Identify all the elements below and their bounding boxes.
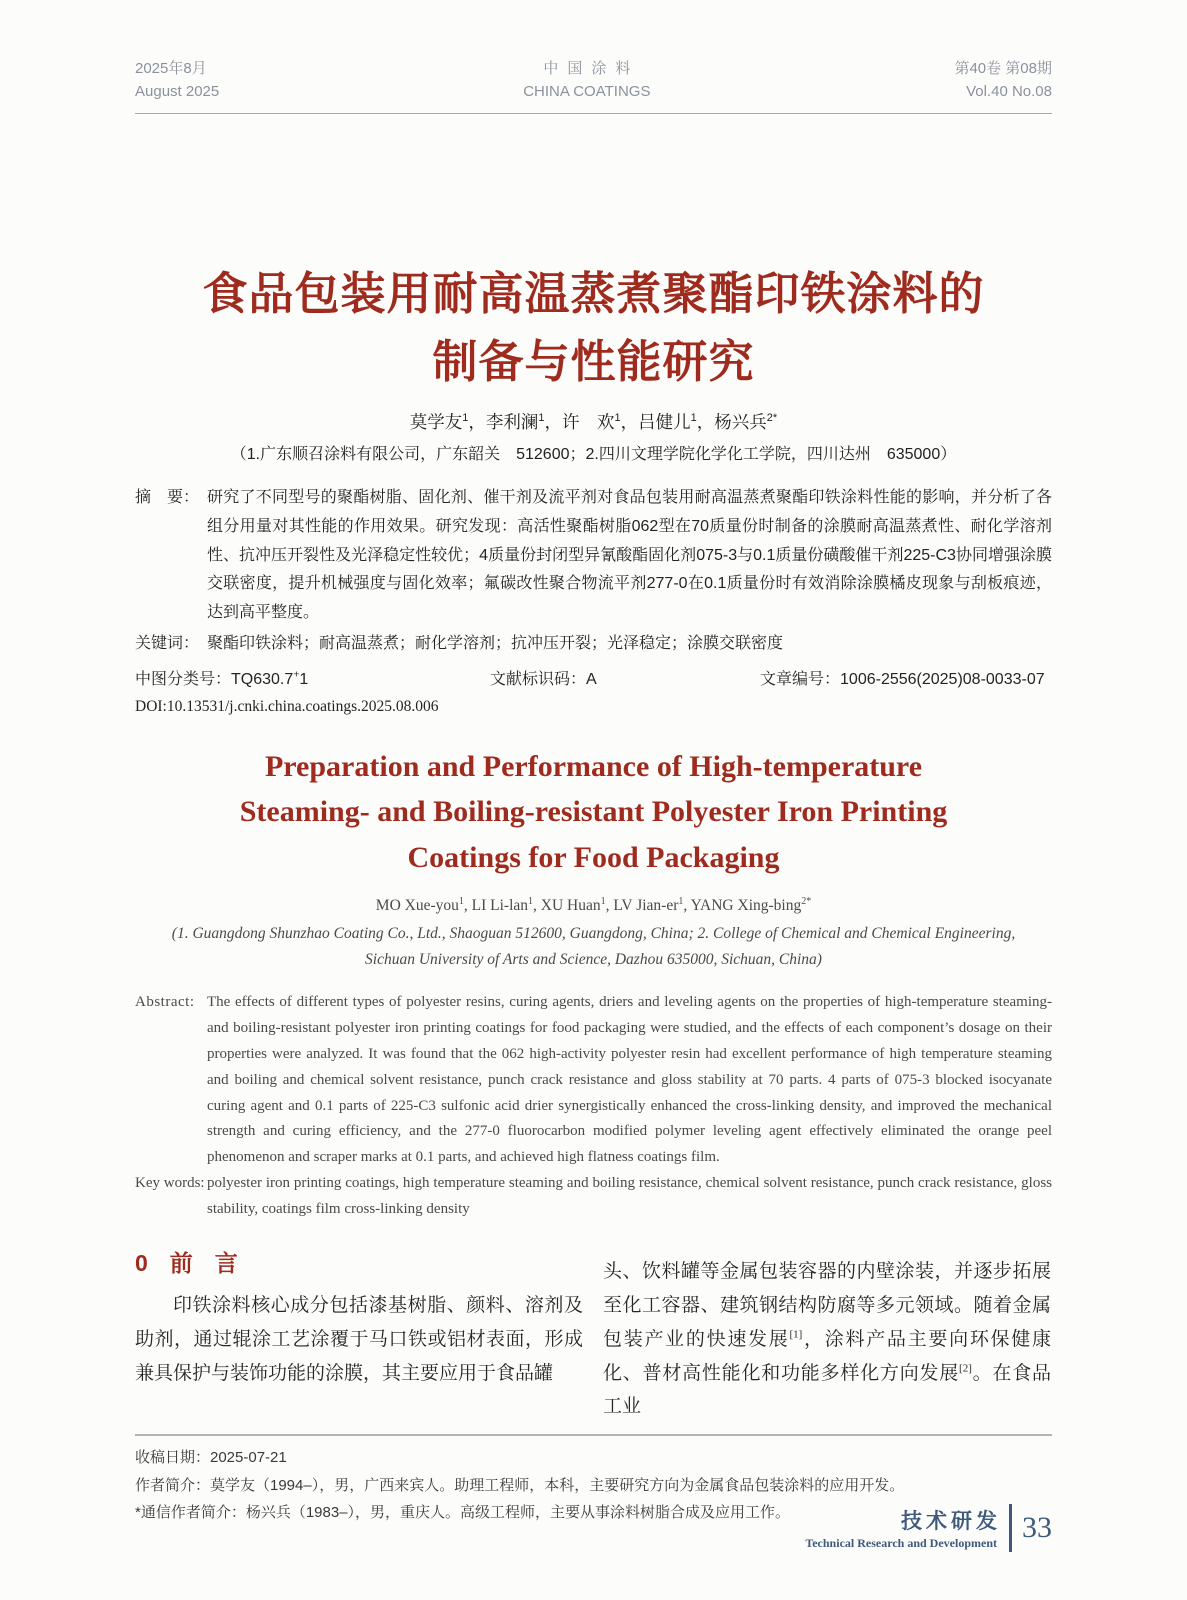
author-en xyxy=(691,897,812,914)
keywords-cn-text: 聚酯印铁涂料；耐高温蒸煮；耐化学溶剂；抗冲压开裂；光泽稳定；涂膜交联密度 xyxy=(207,634,784,652)
author-sep: ， xyxy=(696,412,715,432)
author-affil-sup: 1 xyxy=(538,412,545,425)
journal-name-cn: 中国涂料 xyxy=(543,60,640,77)
article-title-en xyxy=(135,744,1052,881)
volume-cn: 第40卷 第08期 xyxy=(954,60,1052,77)
clc-value: TQ630.7 xyxy=(231,670,294,688)
text-segment: 头、饮料罐等金属包装容器的内壁涂装，并逐步拓展至化工容器、建筑钢结构防腐等多元领域。随着金属包装产业的快速发展 xyxy=(603,1261,1051,1350)
title-en-line1: Preparation and Performance of High-temperature xyxy=(264,749,923,783)
abstract-cn-text: 研究了不同型号的聚酯树脂、固化剂、催干剂及流平剂对食品包装用耐高温蒸煮聚酯印铁涂料性能的影响，并分析了各组分用量对其性能的作用效果。研究发现：高活性聚酯树脂062型在70质量份时制备的涂膜耐高温蒸煮性、耐化学溶剂性、抗冲压开裂性及光泽稳定性较优；4质量份封闭型异氰酸酯固化剂075-3与0.1质量份磺酸催干剂225-C3协同增强涂膜交联密度，提升机械强度与固化效率；氟碳改性聚合物流平剂277-0在0.1质量份时有效消除涂膜橘皮现象与刮板痕迹，达到高平整度。 xyxy=(207,489,1052,622)
document-code xyxy=(490,666,760,689)
intro-paragraph-left: 印铁涂料核心成分包括漆基树脂、颜料、溶剂及助剂，通过辊涂工艺涂覆于马口铁或铝材表面，形成兼具保护与装饰功能的涂膜，其主要应用于食品罐 xyxy=(135,1295,583,1385)
introduction-section xyxy=(135,1247,1052,1424)
author-name: 莫学友 xyxy=(409,412,463,432)
author-en xyxy=(613,897,690,914)
corresponding-author-bio: *通信作者简介：杨兴兵（1983–），男，重庆人。高级工程师，主要从事涂料树脂合成及应用工作。 xyxy=(135,1503,791,1521)
author-cn xyxy=(486,412,562,432)
author-affil-sup: 1 xyxy=(462,412,469,425)
keywords-en-label: Key words: xyxy=(135,1175,205,1192)
section-title: 前言 xyxy=(169,1250,260,1277)
author-sep: , xyxy=(463,896,472,914)
author-sep: ， xyxy=(544,412,563,432)
affiliation-en: (1. Guangdong Shunzhao Coating Co., Ltd., Shaoguan 512600, Guangdong, China; 2. College of Chemical and Chemical Engineering, Sichuan University of Arts and Science, Dazhou 635000, Sichuan, China) xyxy=(171,924,1016,968)
author-cn xyxy=(638,412,714,432)
author-bio: 作者简介：莫学友（1994–），男，广西来宾人。助理工程师，本科，主要研究方向为金属食品包装涂料的应用开发。 xyxy=(135,1476,905,1494)
clc-number xyxy=(135,666,490,689)
author-en xyxy=(472,897,541,914)
abstract-cn-label: 摘 要： xyxy=(135,489,200,506)
received-date: 收稿日期：2025-07-21 xyxy=(135,1449,287,1467)
citation-ref-1: [1] xyxy=(789,1328,803,1341)
author-sep: ， xyxy=(620,412,639,432)
author-name: 许 欢 xyxy=(562,412,615,432)
author-name: MO Xue-you xyxy=(375,896,459,914)
author-en xyxy=(541,897,614,914)
article-number-value: 1006-2556(2025)08-0033-07 xyxy=(840,670,1045,688)
article-title-cn xyxy=(135,260,1052,395)
volume-en: Vol.40 No.08 xyxy=(966,82,1052,100)
page-footer xyxy=(805,1504,1052,1552)
author-name: YANG Xing-bing xyxy=(690,896,802,914)
author-name: 杨兴兵 xyxy=(714,412,767,432)
author-sep: , xyxy=(533,896,541,914)
keywords-en xyxy=(135,1171,1052,1223)
authors-en xyxy=(135,896,1052,915)
author-sep: , xyxy=(605,896,614,914)
document-code-label: 文献标识码： xyxy=(490,670,587,688)
footer-divider-bar xyxy=(1009,1504,1012,1552)
clc-suffix: 1 xyxy=(299,670,309,688)
page-number: 33 xyxy=(1022,1511,1052,1544)
author-cn xyxy=(410,412,486,432)
author-sep: ， xyxy=(468,412,486,432)
keywords-cn-label: 关键词： xyxy=(135,634,200,652)
intro-column-right xyxy=(603,1247,1051,1424)
author-affil-sup: 1 xyxy=(458,895,464,907)
author-affil-sup: 1 xyxy=(600,895,606,907)
author-affil-sup: 1 xyxy=(690,412,697,425)
clc-sup: + xyxy=(293,668,300,681)
author-affil-sup: 2* xyxy=(766,412,778,425)
document-code-value: A xyxy=(586,670,597,688)
title-en-line3: Coatings for Food Packaging xyxy=(407,840,780,874)
author-name: 吕健儿 xyxy=(638,412,691,432)
section-number: 0 xyxy=(135,1250,148,1277)
author-name: 李利澜 xyxy=(485,412,539,432)
keywords-cn xyxy=(135,630,1052,659)
author-name: XU Huan xyxy=(540,896,601,914)
author-affil-sup: 1 xyxy=(678,895,684,907)
header-issue-date xyxy=(135,58,219,103)
author-affil-sup: 1 xyxy=(528,895,534,907)
section-heading-0 xyxy=(135,1247,583,1279)
author-sep: , xyxy=(683,896,691,914)
citation-ref-2: [2] xyxy=(959,1362,972,1375)
abstract-en xyxy=(135,990,1052,1172)
issue-date-cn: 2025年8月 xyxy=(135,60,207,77)
article-number xyxy=(760,666,1045,689)
column-label-en: Technical Research and Development xyxy=(805,1536,997,1550)
author-affil-sup: 1 xyxy=(614,412,621,425)
issue-date-en: August 2025 xyxy=(135,82,220,100)
intro-paragraph-right xyxy=(603,1255,1051,1424)
header-volume-info xyxy=(954,58,1052,103)
abstract-en-label: Abstract: xyxy=(135,993,195,1010)
doi: DOI:10.13531/j.cnki.china.coatings.2025.08.006 xyxy=(135,697,439,715)
abstract-cn xyxy=(135,484,1052,628)
intro-column-left xyxy=(135,1247,583,1424)
clc-label: 中图分类号： xyxy=(135,670,232,688)
column-label xyxy=(805,1505,1001,1551)
text-segment: 。在食品工业 xyxy=(603,1362,1051,1418)
title-en-line2: Steaming- and Boiling-resistant Polyester Iron Printing xyxy=(239,795,948,829)
author-name: LI Li-lan xyxy=(471,896,529,914)
abstract-en-text: The effects of different types of polyester resins, curing agents, driers and leveling agents on the properties of high-temperature steaming- and boiling-resistant polyester iron printing coatings for food packaging were studied, and the effects of each component’s dosage on their properties were analyzed. It was found that the 062 high-activity polyester resin had excellent performance of high temperature steaming and boiling and chemical solvent resistance, punch crack resistance and gloss stability at 70 parts. 4 parts of 075-3 blocked isocyanate curing agent and 0.1 parts of 225-C3 sulfonic acid drier synergistically enhanced the cross-linking density, and improved the mechanical strength and curing efficiency, and the 277-0 fluorocarbon modified polymer leveling agent effectively eliminated the orange peel phenomenon and scraper marks at 0.1 parts, and achieved high flatness coatings film. xyxy=(207,993,1052,1166)
affiliation-cn: （1.广东顺召涂料有限公司，广东韶关 512600；2.四川文理学院化学化工学院，四川达州 635000） xyxy=(230,446,957,463)
article-number-label: 文章编号： xyxy=(760,670,841,688)
authors-cn xyxy=(135,409,1052,434)
journal-header xyxy=(135,0,1052,114)
keywords-en-text: polyester iron printing coatings, high temperature steaming and boiling resistance, chemical solvent resistance, punch crack resistance, gloss stability, coatings film cross-linking density xyxy=(207,1175,1052,1218)
author-cn xyxy=(562,412,638,432)
author-en xyxy=(376,897,472,914)
author-affil-sup: 2* xyxy=(801,895,812,907)
journal-name-en: CHINA COATINGS xyxy=(523,82,651,100)
column-label-cn: 技术研发 xyxy=(901,1510,1001,1533)
title-cn-line2: 制备与性能研究 xyxy=(432,335,755,387)
author-cn xyxy=(714,412,777,432)
header-journal-name xyxy=(523,58,650,103)
article-meta-row xyxy=(135,666,1052,689)
title-cn-line1: 食品包装用耐高温蒸煮聚酯印铁涂料的 xyxy=(202,268,985,319)
text-segment: ，涂料产品主要向环保健康化、普材高性能化和功能多样化方向发展 xyxy=(603,1328,1051,1384)
author-name: LV Jian-er xyxy=(613,896,679,914)
